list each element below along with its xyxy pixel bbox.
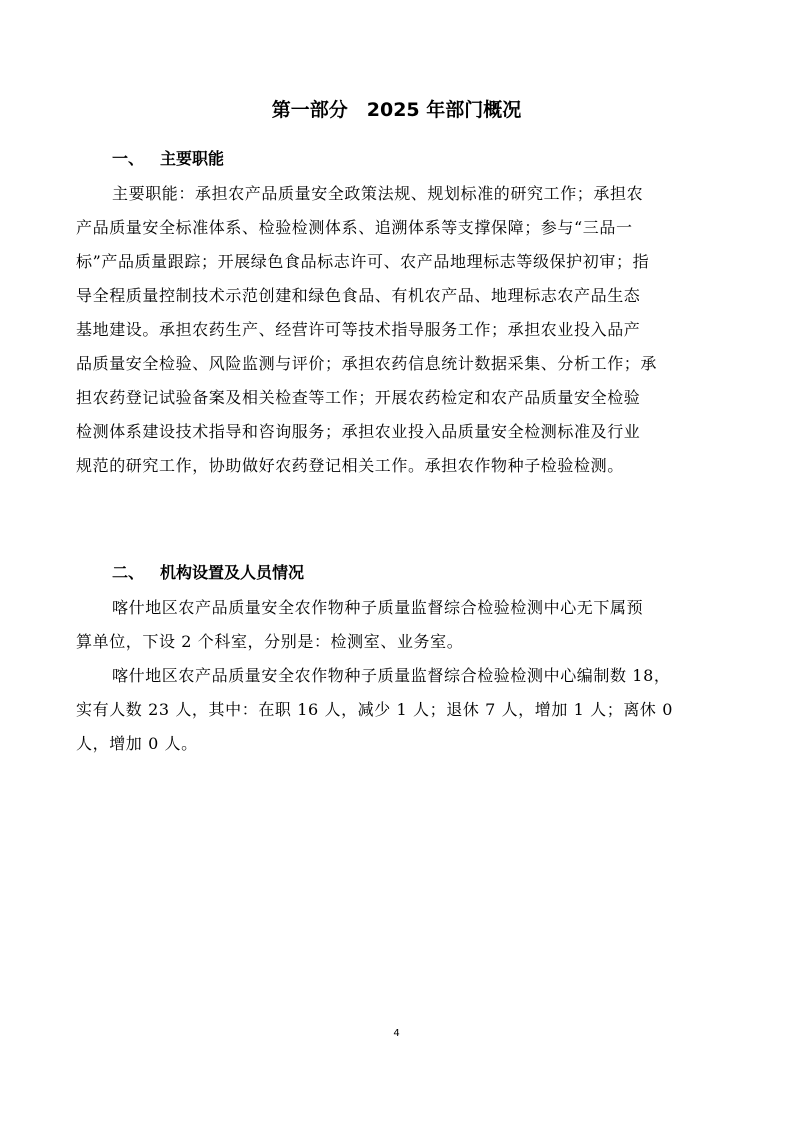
paragraph-line: 实有人数 23 人，其中：在职 16 人，减少 1 人；退休 7 人，增加 1 人；离休 0 — [76, 700, 673, 719]
paragraph-line: 基地建设。承担农药生产、经营许可等技术指导服务工作；承担农业投入品产 — [76, 320, 641, 339]
paragraph-line: 规范的研究工作，协助做好农药登记相关工作。承担农作物种子检验检测。 — [76, 456, 624, 475]
section-title: 主要职能 — [160, 149, 225, 168]
paragraph-line: 担农药登记试验备案及相关检查等工作；开展农药检定和农产品质量安全检验 — [76, 388, 641, 407]
paragraph-line: 品质量安全检验、风险监测与评价；承担农药信息统计数据采集、分析工作；承 — [76, 354, 658, 373]
paragraph-line: 人，增加 0 人。 — [76, 734, 198, 753]
paragraph-line: 主要职能：承担农产品质量安全政策法规、规划标准的研究工作；承担农 — [112, 184, 644, 203]
section-heading-main-functions — [112, 148, 224, 170]
page-title: 第一部分 2025 年部门概况 — [271, 99, 522, 121]
section-title: 机构设置及人员情况 — [160, 563, 305, 582]
paragraph-line: 检测体系建设技术指导和咨询服务；承担农业投入品质量安全检测标准及行业 — [76, 422, 641, 441]
paragraph-line: 标”产品质量跟踪；开展绿色食品标志许可、农产品地理标志等级保护初审；指 — [76, 252, 650, 271]
paragraph-line: 算单位，下设 2 个科室，分别是：检测室、业务室。 — [76, 632, 464, 651]
section-number: 二、 — [112, 563, 145, 582]
page-number: 4 — [393, 1028, 400, 1039]
section-heading-organization — [112, 562, 304, 584]
paragraph-line: 喀什地区农产品质量安全农作物种子质量监督综合检验检测中心无下属预 — [112, 598, 644, 617]
section-number: 一、 — [112, 149, 145, 168]
paragraph-line: 产品质量安全标准体系、检验检测体系、追溯体系等支撑保障；参与“三品一 — [76, 218, 633, 237]
paragraph-line: 喀什地区农产品质量安全农作物种子质量监督综合检验检测中心编制数 18， — [112, 666, 671, 685]
paragraph-line: 导全程质量控制技术示范创建和绿色食品、有机农产品、地理标志农产品生态 — [76, 286, 641, 305]
